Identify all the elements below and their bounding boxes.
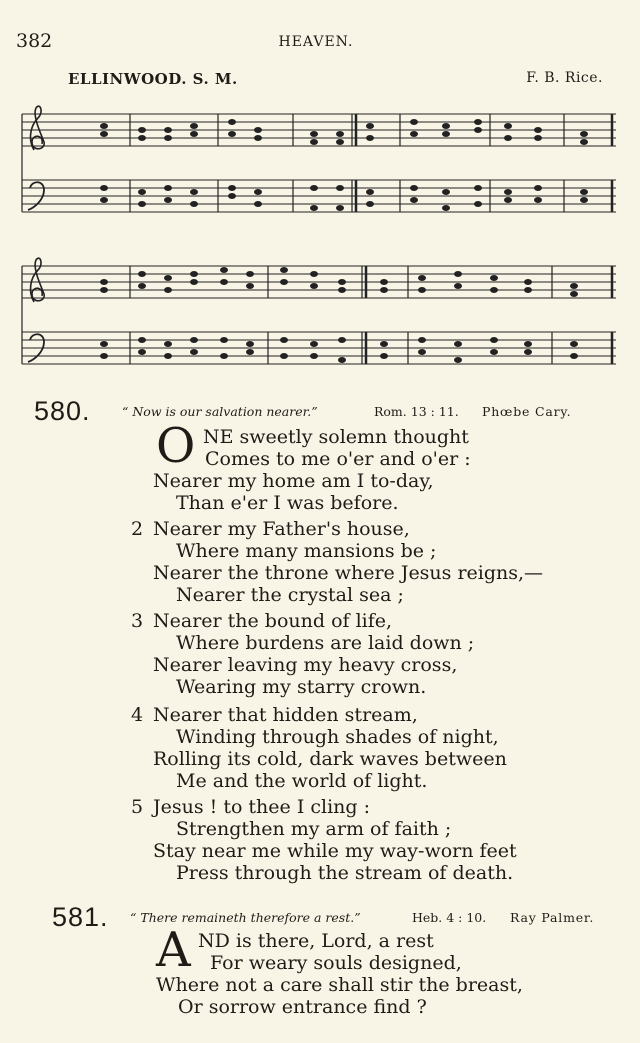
verse-number: 5 xyxy=(131,796,144,818)
running-head: HEAVEN. xyxy=(278,34,354,50)
verse-number: 3 xyxy=(131,610,144,632)
hymn-author: Phœbe Cary. xyxy=(482,404,572,419)
verse-line: For weary souls designed, xyxy=(210,952,462,974)
page-number: 382 xyxy=(16,30,53,52)
verse-line: Rolling its cold, dark waves between xyxy=(153,748,507,770)
drop-cap: O xyxy=(156,418,196,474)
verse-line: Nearer my Father's house, xyxy=(153,518,410,540)
verse-line: Nearer that hidden stream, xyxy=(153,704,418,726)
tune-name: ELLINWOOD. S. M. xyxy=(68,70,238,88)
tune-composer: F. B. Rice. xyxy=(526,70,603,86)
verse-line: Wearing my starry crown. xyxy=(176,676,427,698)
hymn-epigraph: “ Now is our salvation nearer.” xyxy=(122,404,318,419)
verse-line: Or sorrow entrance find ? xyxy=(178,996,427,1018)
verse-line: Strengthen my arm of faith ; xyxy=(176,818,452,840)
verse-line: Than e'er I was before. xyxy=(176,492,399,514)
verse-line: Me and the world of light. xyxy=(176,770,428,792)
hymn-scripture-ref: Heb. 4 : 10. xyxy=(412,910,487,925)
verse-line: Nearer leaving my heavy cross, xyxy=(153,654,458,676)
hymn-epigraph: “ There remaineth therefore a rest.” xyxy=(130,910,361,925)
verse-line: Stay near me while my way-worn feet xyxy=(153,840,517,862)
hymn-author: Ray Palmer. xyxy=(510,910,595,925)
verse-line: NE sweetly solemn thought xyxy=(203,426,469,448)
verse-number: 2 xyxy=(131,518,144,540)
verse-line: ND is there, Lord, a rest xyxy=(198,930,434,952)
drop-cap: A xyxy=(156,922,191,978)
verse-line: Where not a care shall stir the breast, xyxy=(156,974,523,996)
verse-line: Where burdens are laid down ; xyxy=(176,632,475,654)
verse-line: Nearer my home am I to-day, xyxy=(153,470,434,492)
verse-line: Nearer the bound of life, xyxy=(153,610,393,632)
verse-number: 4 xyxy=(131,704,144,726)
verse-line: Nearer the throne where Jesus reigns,— xyxy=(153,562,544,584)
hymn-number: 581. xyxy=(52,902,109,932)
verse-line: Jesus ! to thee I cling : xyxy=(153,796,371,818)
verse-line: Press through the stream of death. xyxy=(176,862,514,884)
hymn-number: 580. xyxy=(34,396,91,426)
hymn-scripture-ref: Rom. 13 : 11. xyxy=(374,404,459,419)
hymn-581-header xyxy=(0,902,640,932)
verse-line: Nearer the crystal sea ; xyxy=(176,584,404,606)
verse-line: Comes to me o'er and o'er : xyxy=(205,448,471,470)
verse-line: Where many mansions be ; xyxy=(176,540,437,562)
verse-line: Winding through shades of night, xyxy=(176,726,499,748)
